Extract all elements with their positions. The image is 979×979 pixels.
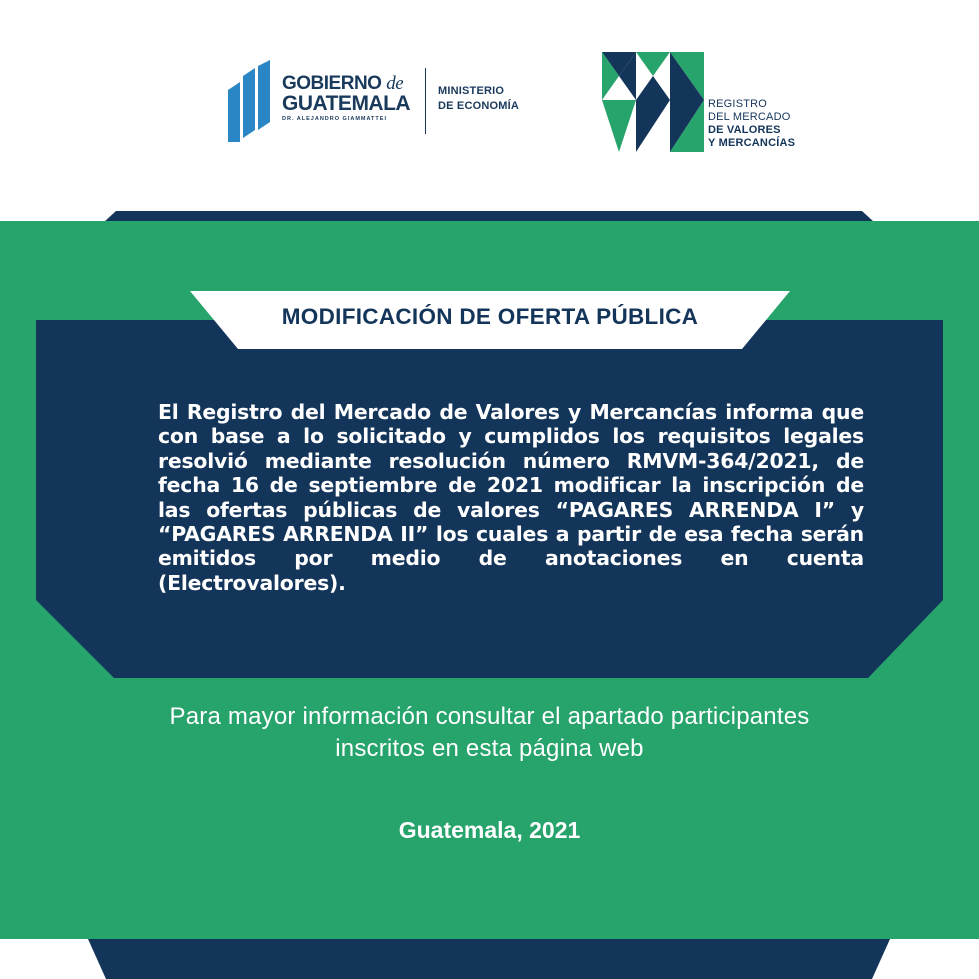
registry-line2: DEL MERCADO [708,111,791,123]
gov-line1-de: de [386,73,404,94]
registry-line1: REGISTRO [708,98,768,110]
ministry-line2: DE ECONOMÍA [438,100,520,112]
more-info-line1: Para mayor información consultar el apartado participantes [169,703,810,730]
more-info-line2: inscritos en esta página web [335,735,644,762]
notice-body: El Registro del Mercado de Valores y Mercancías informa que con base a lo solicitado y cumplidos los requisitos legales resolvió mediante resolución número RMVM-364/2021, de fecha 16 de septiembre de 2021 modificar la inscripción de las ofertas públicas de valores “PAGARES ARRENDA I” y “PAGARES ARRENDA II” los cuales a partir de esa fecha serán emitidos por medio de anotaciones en cuenta (Electrovalores). [158,400,864,595]
more-info-text [60,701,919,765]
registry-line4: Y MERCANCÍAS [708,137,796,149]
registry-line3: DE VALORES [708,124,781,136]
gov-line1-text: GOBIERNO [282,73,382,94]
bottom-navy-band [88,939,890,979]
gov-line3-text: DR. ALEJANDRO GIAMMATTEI [282,116,387,122]
government-wordmark [282,74,410,122]
notice-title: MODIFICACIÓN DE OFERTA PÚBLICA [281,304,699,329]
top-navy-tab [104,211,874,222]
logo-divider [425,68,426,134]
registry-logo [602,50,822,160]
government-bars-icon [226,60,274,142]
rmvm-geometric-mark-icon [602,50,704,154]
ministry-name [438,84,519,114]
registry-wordmark [708,98,795,150]
ministry-line1: MINISTERIO [438,85,505,97]
government-logo [226,60,536,142]
gov-line2-text: GUATEMALA [282,92,411,115]
place-and-year: Guatemala, 2021 [398,817,581,843]
